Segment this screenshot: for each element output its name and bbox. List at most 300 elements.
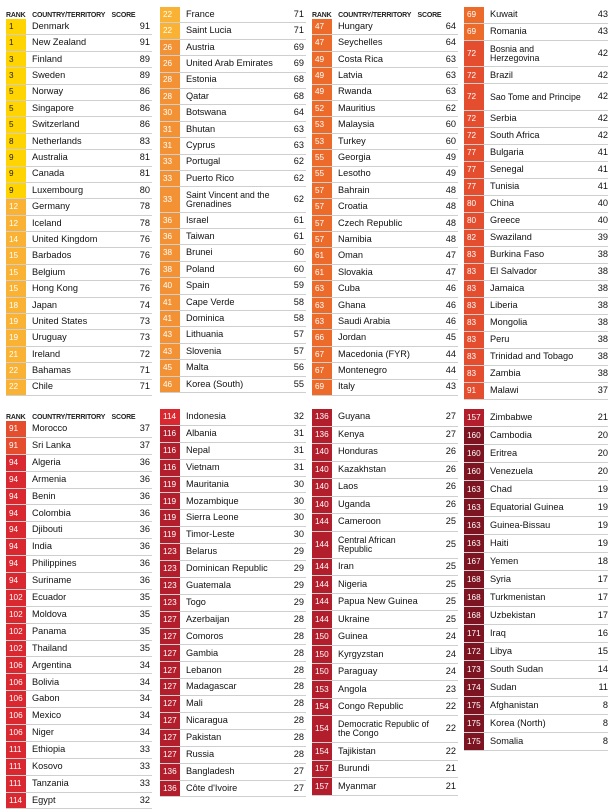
score-value: 38 [597, 299, 608, 310]
score-value: 25 [445, 516, 456, 527]
country-name: Niger [32, 727, 54, 738]
table-row [464, 571, 608, 589]
table-row [6, 265, 152, 281]
country-name: Iran [338, 561, 354, 572]
score-value: 63 [445, 53, 456, 64]
score-value: 30 [293, 495, 304, 506]
country-name: Bolivia [32, 676, 60, 687]
rank-badge: 127 [160, 629, 180, 645]
score-value: 91 [139, 20, 150, 31]
table-row [6, 607, 152, 624]
score-value: 27 [445, 428, 456, 439]
score-value: 69 [293, 58, 304, 69]
table-row [464, 733, 608, 751]
table-row [6, 725, 152, 742]
rank-badge: 174 [464, 679, 484, 696]
country-name: Cape Verde [186, 296, 235, 307]
rank-badge: 94 [6, 573, 26, 589]
country-name: Bhutan [186, 123, 216, 134]
score-value: 22 [445, 701, 456, 712]
table-row [6, 438, 152, 455]
rank-badge: 31 [160, 122, 180, 137]
rank-badge: 111 [6, 776, 26, 792]
rank-badge: 12 [6, 216, 26, 231]
score-value: 78 [139, 217, 150, 228]
table-row [464, 517, 608, 535]
rank-badge: 119 [160, 477, 180, 493]
table-row [312, 248, 458, 264]
rank-badge: 102 [6, 641, 26, 657]
rank-badge: 36 [160, 229, 180, 244]
country-name: Suriname [32, 575, 72, 586]
country-name: Malta [186, 362, 209, 373]
rank-badge: 67 [312, 347, 332, 362]
score-value: 57 [293, 345, 304, 356]
rank-badge: 175 [464, 715, 484, 732]
country-name: Turkmenistan [490, 591, 546, 602]
country-name: Korea (North) [490, 717, 546, 728]
table-row [6, 539, 152, 556]
table-row [160, 311, 306, 327]
table-row [312, 216, 458, 232]
score-value: 21 [445, 780, 456, 791]
rank-badge: 49 [312, 52, 332, 67]
score-value: 62 [293, 193, 304, 204]
score-value: 24 [445, 631, 456, 642]
table-row [6, 641, 152, 658]
rank-badge: 175 [464, 697, 484, 714]
score-value: 33 [139, 777, 150, 788]
rank-badge: 106 [6, 725, 26, 741]
country-name: Ukraine [338, 613, 370, 624]
country-name: Belgium [32, 266, 66, 277]
country-name: Panama [32, 625, 67, 636]
table-row [160, 23, 306, 39]
score-value: 22 [445, 745, 456, 756]
country-name: El Salvador [490, 265, 537, 276]
rank-badge: 38 [160, 262, 180, 277]
table-row [160, 781, 306, 798]
rank-badge: 136 [312, 427, 332, 444]
score-value: 48 [445, 233, 456, 244]
table-row [464, 264, 608, 281]
table-row [464, 715, 608, 733]
rank-badge: 127 [160, 645, 180, 661]
score-value: 41 [597, 163, 608, 174]
score-value: 81 [139, 168, 150, 179]
score-value: 60 [445, 135, 456, 146]
country-name: Bahamas [32, 365, 71, 376]
rank-badge: 77 [464, 162, 484, 178]
rank-badge: 19 [6, 330, 26, 345]
country-name: Algeria [32, 456, 61, 467]
rank-badge: 123 [160, 544, 180, 560]
table-row [6, 199, 152, 215]
table-row [6, 134, 152, 150]
score-value: 64 [445, 37, 456, 48]
table-row [312, 611, 458, 629]
rank-badge: 41 [160, 311, 180, 326]
country-name: Malawi [490, 384, 519, 395]
rank-badge: 21 [6, 347, 26, 362]
table-row [312, 330, 458, 346]
rank-badge: 144 [312, 594, 332, 611]
country-name: Serbia [490, 112, 517, 123]
score-value: 42 [597, 91, 608, 102]
rank-badge: 57 [312, 216, 332, 231]
country-name: Croatia [338, 201, 368, 212]
table-row [6, 691, 152, 708]
score-value: 20 [597, 447, 608, 458]
rank-badge: 94 [6, 472, 26, 488]
rank-badge: 5 [6, 85, 26, 100]
table-row [6, 455, 152, 472]
rank-badge: 114 [160, 409, 180, 425]
country-name: Indonesia [186, 411, 226, 422]
country-name: Luxembourg [32, 184, 84, 195]
country-name: Bangladesh [186, 765, 235, 776]
score-value: 29 [293, 596, 304, 607]
score-value: 28 [293, 613, 304, 624]
score-value: 43 [445, 381, 456, 392]
score-value: 57 [293, 329, 304, 340]
table-row [464, 111, 608, 128]
rank-badge: 94 [6, 505, 26, 521]
score-value: 29 [293, 563, 304, 574]
score-value: 8 [602, 699, 608, 710]
rank-badge: 163 [464, 535, 484, 552]
score-value: 23 [445, 683, 456, 694]
table-row [6, 556, 152, 573]
rank-badge: 123 [160, 561, 180, 577]
rank-badge: 47 [312, 19, 332, 34]
score-value: 62 [293, 172, 304, 183]
rank-badge: 127 [160, 730, 180, 746]
score-value: 26 [445, 463, 456, 474]
score-value: 36 [139, 473, 150, 484]
score-value: 26 [445, 498, 456, 509]
rank-badge: 1 [6, 35, 26, 50]
country-name: Korea (South) [186, 378, 244, 389]
rank-badge: 69 [464, 7, 484, 23]
score-value: 48 [445, 217, 456, 228]
country-name: Barbados [32, 250, 72, 261]
table-row [464, 247, 608, 264]
rank-badge: 160 [464, 427, 484, 444]
country-name: Bosnia and Herzegovina [490, 43, 540, 63]
rank-badge: 69 [464, 24, 484, 40]
table-row [160, 527, 306, 544]
score-value: 86 [139, 86, 150, 97]
rank-badge: 3 [6, 52, 26, 67]
country-name: Nepal [186, 444, 211, 455]
ranking-column-6 [160, 405, 306, 797]
table-row [6, 759, 152, 776]
rank-badge: 157 [464, 409, 484, 426]
table-row [312, 380, 458, 396]
table-row [464, 315, 608, 332]
score-value: 35 [139, 642, 150, 653]
score-value: 49 [445, 168, 456, 179]
table-row [6, 380, 152, 396]
rank-badge: 63 [312, 281, 332, 296]
score-value: 64 [293, 107, 304, 118]
country-name: Kenya [338, 428, 365, 439]
country-name: Jordan [338, 332, 367, 343]
rank-badge: 72 [464, 111, 484, 127]
rank-badge: 14 [6, 232, 26, 247]
score-value: 72 [139, 348, 150, 359]
country-name: Zambia [490, 367, 521, 378]
ranking-column-1 [6, 3, 152, 396]
score-value: 15 [597, 645, 608, 656]
rank-badge: 57 [312, 199, 332, 214]
table-row [464, 589, 608, 607]
rank-badge: 22 [160, 7, 180, 22]
rank-badge: 47 [312, 35, 332, 50]
table-row [464, 179, 608, 196]
table-row [464, 463, 608, 481]
score-value: 18 [597, 555, 608, 566]
table-row [160, 747, 306, 764]
score-value: 73 [139, 315, 150, 326]
table-row [312, 462, 458, 480]
score-value: 28 [293, 732, 304, 743]
score-value: 63 [293, 140, 304, 151]
country-name: Equatorial Guinea [490, 501, 564, 512]
score-value: 28 [293, 664, 304, 675]
score-value: 69 [293, 41, 304, 52]
table-row [160, 426, 306, 443]
rank-badge: 163 [464, 481, 484, 498]
country-name: Switzerland [32, 119, 80, 130]
table-row [6, 776, 152, 793]
table-row [6, 85, 152, 101]
score-value: 31 [293, 428, 304, 439]
country-name: Nicaragua [186, 715, 228, 726]
rank-badge: 43 [160, 344, 180, 359]
rank-badge: 94 [6, 522, 26, 538]
country-name: Slovakia [338, 266, 373, 277]
score-value: 22 [445, 723, 456, 734]
rank-badge: 83 [464, 366, 484, 382]
score-value: 58 [293, 312, 304, 323]
table-row [160, 629, 306, 646]
rank-badge: 28 [160, 89, 180, 104]
table-row [160, 56, 306, 72]
table-row [464, 445, 608, 463]
ranking-column-7 [312, 405, 458, 796]
rank-badge: 119 [160, 493, 180, 509]
country-name: Taiwan [186, 230, 215, 241]
table-row [6, 793, 152, 810]
country-name: Bahrain [338, 184, 370, 195]
table-row [312, 532, 458, 559]
table-row [6, 216, 152, 232]
country-name: Chile [32, 381, 53, 392]
rank-badge: 5 [6, 117, 26, 132]
rank-badge: 63 [312, 314, 332, 329]
table-row [464, 607, 608, 625]
rank-badge: 22 [6, 363, 26, 378]
table-row [312, 576, 458, 594]
rank-badge: 111 [6, 742, 26, 758]
rank-badge: 83 [464, 349, 484, 365]
rank-badge: 61 [312, 248, 332, 263]
table-row [464, 625, 608, 643]
rank-badge: 106 [6, 691, 26, 707]
country-name: Cuba [338, 283, 360, 294]
table-row [160, 40, 306, 56]
rank-badge: 123 [160, 595, 180, 611]
country-name: Portugal [186, 156, 221, 167]
table-row [6, 590, 152, 607]
country-name: Azerbaijan [186, 613, 230, 624]
score-value: 36 [139, 490, 150, 501]
table-row [312, 183, 458, 199]
country-name: Colombia [32, 507, 71, 518]
score-value: 36 [139, 558, 150, 569]
country-name: Poland [186, 263, 215, 274]
table-row [160, 713, 306, 730]
score-value: 36 [139, 524, 150, 535]
country-name: Tanzania [32, 777, 69, 788]
table-row [6, 248, 152, 264]
rank-badge: 83 [464, 264, 484, 280]
table-row [464, 84, 608, 110]
table-row [464, 7, 608, 24]
rank-badge: 154 [312, 743, 332, 760]
country-name: Benin [32, 490, 56, 501]
rank-badge: 175 [464, 733, 484, 750]
score-value: 28 [293, 630, 304, 641]
country-name: Sao Tome and Principe [490, 91, 581, 102]
table-row [160, 561, 306, 578]
rank-badge: 144 [312, 532, 332, 558]
column-header [312, 3, 446, 19]
country-name: Russia [186, 748, 215, 759]
score-value: 20 [597, 429, 608, 440]
table-row [6, 505, 152, 522]
table-row [6, 347, 152, 363]
country-name: Greece [490, 214, 521, 225]
table-row [160, 443, 306, 460]
score-value: 32 [293, 411, 304, 422]
header-country: COUNTRY/TERRITORY [32, 412, 106, 421]
score-value: 28 [293, 698, 304, 709]
country-name: Myanmar [338, 780, 377, 791]
rank-badge: 116 [160, 443, 180, 459]
rank-badge: 102 [6, 624, 26, 640]
table-row [312, 559, 458, 577]
header-rank: RANK [312, 10, 332, 19]
country-name: Mali [186, 698, 203, 709]
rank-badge: 83 [464, 315, 484, 331]
country-name: Burundi [338, 763, 370, 774]
country-name: Mexico [32, 710, 62, 721]
score-value: 26 [445, 446, 456, 457]
score-value: 34 [139, 659, 150, 670]
rank-badge: 33 [160, 187, 180, 211]
table-row [6, 298, 152, 314]
rank-badge: 80 [464, 213, 484, 229]
table-row [160, 213, 306, 229]
country-name: Uganda [338, 498, 371, 509]
country-name: Moldova [32, 608, 67, 619]
rank-badge: 15 [6, 248, 26, 263]
table-row [464, 383, 608, 400]
score-value: 73 [139, 332, 150, 343]
country-name: Timor-Leste [186, 529, 235, 540]
rank-badge: 171 [464, 625, 484, 642]
rank-badge: 72 [464, 41, 484, 66]
table-row [160, 679, 306, 696]
table-row [6, 330, 152, 346]
rank-badge: 116 [160, 460, 180, 476]
country-name: Botswana [186, 107, 227, 118]
score-value: 14 [597, 663, 608, 674]
country-name: Hong Kong [32, 283, 78, 294]
rank-badge: 154 [312, 716, 332, 742]
country-name: Sierra Leone [186, 512, 239, 523]
table-row [312, 298, 458, 314]
score-value: 16 [597, 627, 608, 638]
score-value: 36 [139, 456, 150, 467]
table-row [312, 314, 458, 330]
score-value: 19 [597, 537, 608, 548]
table-row [312, 761, 458, 779]
rank-badge: 8 [6, 134, 26, 149]
country-name: Macedonia (FYR) [338, 348, 410, 359]
table-row [312, 134, 458, 150]
rank-badge: 163 [464, 517, 484, 534]
rank-badge: 94 [6, 489, 26, 505]
country-name: Costa Rica [338, 53, 383, 64]
table-row [160, 493, 306, 510]
country-name: Dominican Republic [186, 563, 268, 574]
country-name: Cambodia [490, 429, 532, 440]
country-name: Montenegro [338, 365, 388, 376]
country-name: India [32, 541, 52, 552]
score-value: 34 [139, 693, 150, 704]
rank-badge: 55 [312, 150, 332, 165]
table-row [160, 360, 306, 376]
table-row [312, 629, 458, 647]
table-row [312, 68, 458, 84]
country-name: Singapore [32, 102, 74, 113]
country-name: Syria [490, 573, 511, 584]
country-name: Saudi Arabia [338, 315, 391, 326]
rank-badge: 106 [6, 708, 26, 724]
table-row [464, 298, 608, 315]
score-value: 86 [139, 102, 150, 113]
country-name: Haiti [490, 537, 509, 548]
score-value: 33 [139, 744, 150, 755]
score-value: 62 [293, 156, 304, 167]
rank-badge: 150 [312, 664, 332, 681]
country-name: Kazakhstan [338, 463, 387, 474]
rank-badge: 12 [6, 199, 26, 214]
score-value: 58 [293, 296, 304, 307]
country-name: Rwanda [338, 86, 372, 97]
country-name: Czech Republic [338, 217, 403, 228]
rank-badge: 41 [160, 295, 180, 310]
country-name: Oman [338, 250, 364, 261]
table-row [6, 742, 152, 759]
country-name: Kyrgyzstan [338, 648, 384, 659]
rank-badge: 72 [464, 128, 484, 144]
score-value: 25 [445, 613, 456, 624]
